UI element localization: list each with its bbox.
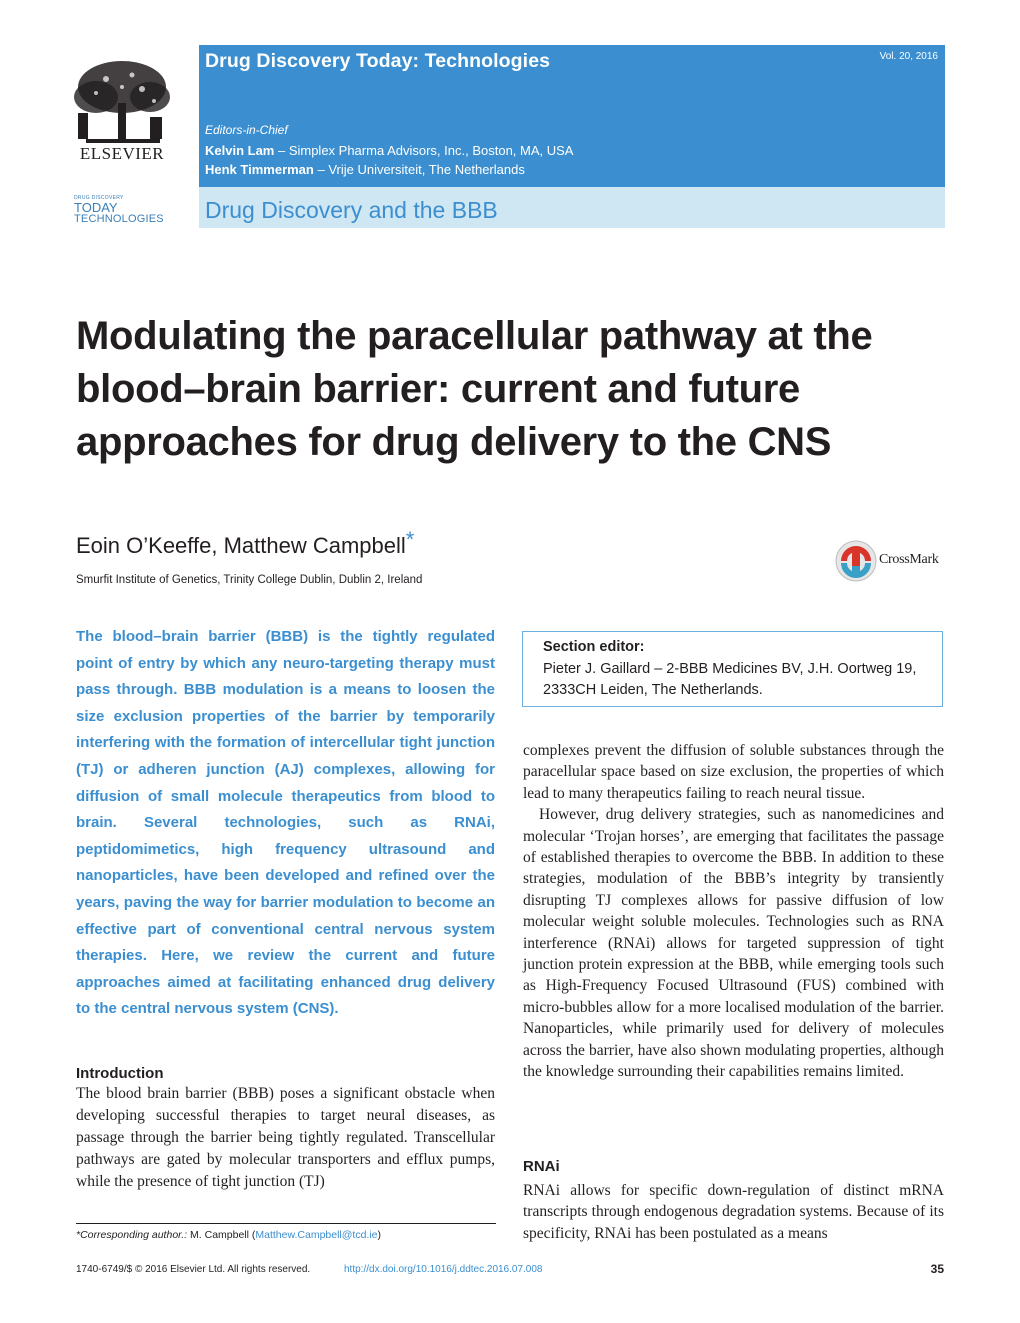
author-list [76, 527, 415, 559]
editor-name: Henk Timmerman [205, 162, 314, 177]
doi-link[interactable]: http://dx.doi.org/10.1016/j.ddtec.2016.07.008 [344, 1264, 543, 1275]
copyright-line: 1740-6749/$ © 2016 Elsevier Ltd. All rights reserved. [76, 1264, 311, 1275]
ddt-logo-line1: DRUG DISCOVERY [74, 195, 124, 201]
publisher-name: ELSEVIER [79, 144, 165, 163]
ddt-technologies-logo [74, 196, 178, 225]
corresponding-author-mark[interactable]: * [405, 527, 415, 552]
right-column-body [523, 740, 944, 1083]
page-number: 35 [930, 1262, 944, 1276]
editor-affiliation: – Simplex Pharma Advisors, Inc., Boston, MA, USA [274, 143, 574, 158]
author-email-link[interactable]: Matthew.Campbell@tcd.ie [255, 1229, 378, 1241]
section-editor-label: Section editor: [543, 639, 645, 655]
crossmark-label[interactable]: CrossMark [879, 552, 939, 567]
author-names: Eoin O’Keeffe, Matthew Campbell [76, 533, 406, 558]
rnai-text: RNAi allows for specific down-regulation of distinct mRNA transcripts through endogenous degradation systems. Because of its specificity, RNAi has been postulated as a means [523, 1182, 944, 1242]
volume-label: Vol. 20, 2016 [879, 51, 938, 62]
footnote-divider [76, 1223, 496, 1224]
corresponding-author-footnote [76, 1229, 381, 1241]
introduction-text: The blood brain barrier (BBB) poses a significant obstacle when developing successful therapies to target neural diseases, as passage through the barrier being tightly regulated. Transcellular pathways are gated by molecular transporters and efflux pumps, while the presence of tight junction (TJ) [76, 1085, 495, 1190]
editor-name: Kelvin Lam [205, 143, 275, 158]
abstract: The blood–brain barrier (BBB) is the tightly regulated point of entry by which any neuro-targeting therapy must pass through. BBB modulation is a means to loosen the size exclusion properties of the barrier by temporarily interfering with the formation of intercellular tight junction (TJ) or adheren junction (AJ) complexes, allowing for diffusion of small molecule therapeutics from blood to brain. Several technologies, such as RNAi, peptidomimetics, high frequency ultrasound and nanoparticles, have been developed and refined over the years, paving the way for barrier modulation to become an effective part of conventional central nervous system therapies. Here, we review the current and future approaches aimed at facilitating enhanced drug delivery to the central nervous system (CNS). [76, 628, 495, 1018]
journal-title: Drug Discovery Today: Technologies [205, 50, 551, 72]
body-paragraph: However, drug delivery strategies, such as nanomedicines and molecular ‘Trojan horses’, are emerging that facilitates the passage of established therapies to overcome the BBB. In addition to these strategies, modulation of the BBB’s integrity by transiently disrupting TJ complexes allows for passive diffusion of low molecular weight soluble molecules. Technologies such as RNA interference (RNAi) allows for targeted suppression of tight junction protein expression at the BBB, while emerging tools such as High-Frequency Focused Ultrasound (FUS) combined with micro-bubbles allow for a more localised modulation of the barrier. Nanoparticles, while primarily used for delivery of molecules across the barrier, have also shown modulating properties, although the knowledge surrounding their capabilities remains limited. [523, 806, 944, 1081]
ddt-logo-line2: TODAY [74, 200, 118, 215]
editor-affiliation: – Vrije Universiteit, The Netherlands [313, 162, 525, 177]
section-editor-text: Pieter J. Gaillard – 2-BBB Medicines BV, J.H. Oortweg 19, 2333CH Leiden, The Netherlands. [543, 661, 917, 698]
topic-title: Drug Discovery and the BBB [205, 197, 498, 223]
article-title: Modulating the paracellular pathway at the blood–brain barrier: current and future approaches for drug delivery to the CNS [76, 314, 873, 464]
body-paragraph: complexes prevent the diffusion of soluble substances through the paracellular space based on size exclusion, the properties of which lead to many therapeutics failing to reach neural tissue. [523, 742, 944, 802]
rnai-heading: RNAi [523, 1158, 560, 1175]
footnote-label: *Corresponding author.: [76, 1229, 188, 1241]
footnote-name: M. Campbell ( [187, 1229, 256, 1241]
editor-entry [205, 143, 573, 158]
editor-entry [205, 162, 525, 177]
editors-in-chief-label: Editors-in-Chief [205, 123, 288, 137]
author-affiliation: Smurfit Institute of Genetics, Trinity College Dublin, Dublin 2, Ireland [76, 574, 423, 586]
crossmark-icon[interactable] [835, 540, 877, 582]
ddt-logo-line3: TECHNOLOGIES [74, 213, 164, 225]
introduction-heading: Introduction [76, 1065, 164, 1082]
footnote-close: ) [377, 1229, 382, 1241]
